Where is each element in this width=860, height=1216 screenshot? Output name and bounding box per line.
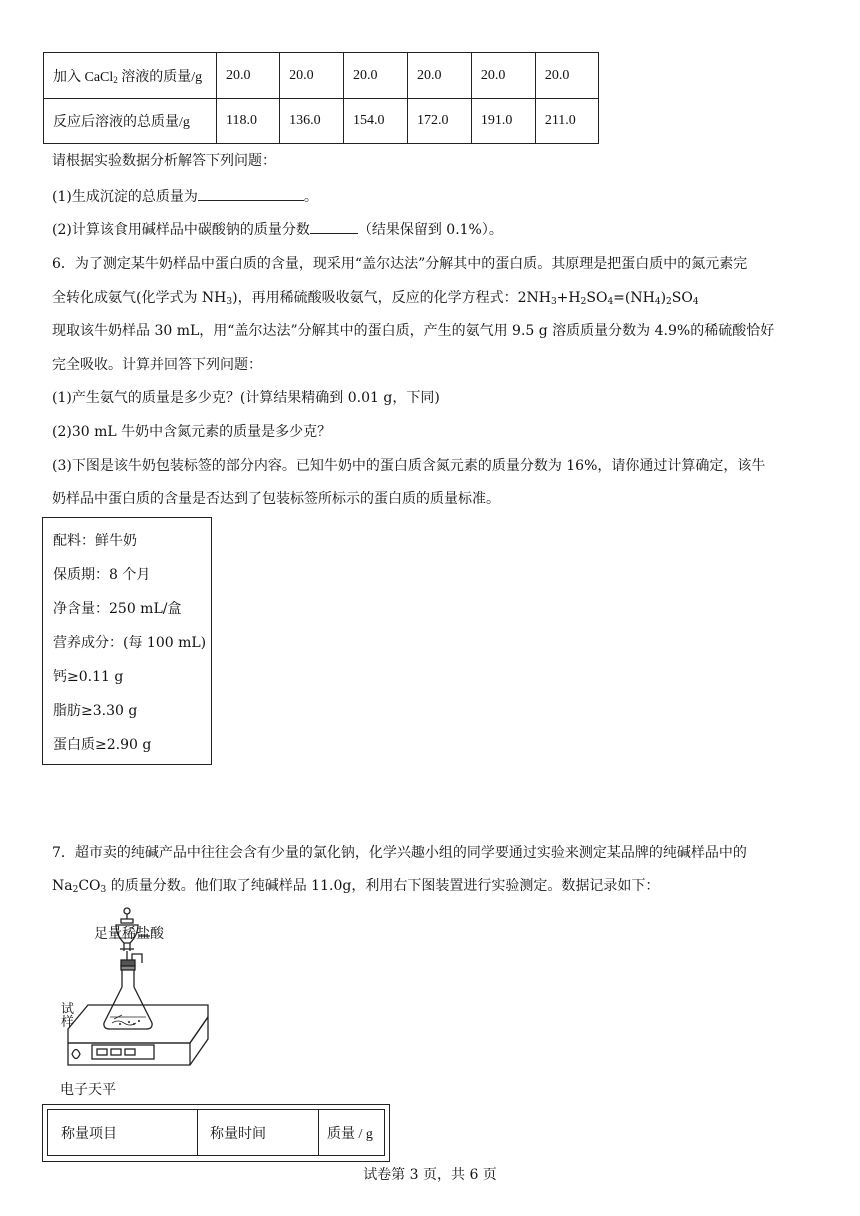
table-cell: 191.0: [471, 99, 535, 144]
header-time: 称量时间: [198, 1110, 319, 1156]
row-label: 反应后溶液的总质量/g: [44, 99, 217, 144]
label-protein: 蛋白质≥2.90 g: [53, 737, 152, 753]
table-cell: 20.0: [280, 53, 344, 99]
q6-stem-line4: 完全吸收。计算并回答下列问题：: [52, 357, 262, 373]
label-shelf-life: 保质期：8 个月: [53, 567, 151, 583]
header-mass: 质量 / g: [319, 1110, 385, 1156]
label-ingredients: 配料：鲜牛奶: [53, 533, 137, 549]
milk-package-label: [42, 517, 212, 765]
table-cell: 172.0: [407, 99, 471, 144]
q7-table-frame: [42, 1104, 390, 1162]
q6-sub2: (2)30 mL 牛奶中含氮元素的质量是多少克？: [52, 424, 332, 440]
label-fat: 脂肪≥3.30 g: [53, 703, 138, 719]
apparatus-figure: [58, 905, 238, 1097]
label-nutrition-header: 营养成分：(每 100 mL): [53, 635, 207, 651]
label-calcium: 钙≥0.11 g: [53, 669, 124, 685]
table-cell: 136.0: [280, 99, 344, 144]
table-row: [44, 99, 599, 144]
table-cell: 20.0: [344, 53, 408, 99]
balance-label: 电子天平: [60, 1082, 116, 1098]
data-table-cacl2: [43, 52, 599, 144]
sample-label-1: 试: [61, 1002, 75, 1017]
sample-label-2: 样: [61, 1015, 75, 1030]
table-header-row: [48, 1110, 385, 1156]
table-row: [44, 53, 599, 99]
acid-label: 足量稀盐酸: [94, 926, 164, 942]
table-cell: 20.0: [471, 53, 535, 99]
q6-stem-line1: 6．为了测定某牛奶样品中蛋白质的含量，现采用“盖尔达法”分解其中的蛋白质。其原理是把蛋白质中的氮元素完: [52, 256, 748, 272]
table-cell: 118.0: [217, 99, 280, 144]
table-cell: 211.0: [535, 99, 598, 144]
q6-sub3-line1: (3)下图是该牛奶包装标签的部分内容。已知牛奶中的蛋白质含氮元素的质量分数为 16%，请你通过计算确定，该牛: [52, 458, 766, 474]
table-cell: 20.0: [217, 53, 280, 99]
q6-stem-line2: 全转化成氨气(化学式为 $NH_3$)，再用稀硫酸吸收氨气，反应的化学方程式：$2NH_3+H_2SO_4=(NH_4)_2SO_4$: [52, 290, 699, 307]
row-label: 加入 CaCl$_2$ 溶液的质量/g: [44, 53, 217, 99]
table-cell: 20.0: [407, 53, 471, 99]
table-cell: 154.0: [344, 99, 408, 144]
q5-intro: 请根据实验数据分析解答下列问题：: [52, 153, 276, 169]
q6-stem-line3: 现取该牛奶样品 30 mL，用“盖尔达法”分解其中的蛋白质，产生的氨气用 9.5 g 溶质质量分数为 4.9%的稀硫酸恰好: [52, 323, 775, 339]
q7-stem-line2: $Na_2CO_3$ 的质量分数。他们取了纯碱样品 11.0g，利用右下图装置进行实验测定。数据记录如下：: [52, 878, 660, 895]
header-item: 称量项目: [48, 1110, 198, 1156]
answer-blank[interactable]: [310, 219, 358, 234]
answer-blank[interactable]: [198, 186, 304, 201]
page-footer: 试卷第 3 页，共 6 页: [363, 1167, 497, 1183]
q6-sub3-line2: 奶样品中蛋白质的含量是否达到了包装标签所标示的蛋白质的质量标准。: [52, 491, 500, 507]
q7-data-table: [47, 1109, 385, 1156]
q6-sub1: (1)产生氨气的质量是多少克？(计算结果精确到 0.01 g，下同): [52, 390, 440, 406]
q5-part1: (1)生成沉淀的总质量为 。: [52, 186, 318, 207]
table-cell: 20.0: [535, 53, 598, 99]
q7-stem-line1: 7．超市卖的纯碱产品中往往会含有少量的氯化钠，化学兴趣小组的同学要通过实验来测定某品牌的纯碱样品中的: [52, 845, 747, 861]
label-net-content: 净含量：250 mL/盒: [53, 601, 182, 617]
q5-part2: (2)计算该食用碱样品中碳酸钠的质量分数 （结果保留到 0.1%）。: [52, 219, 503, 240]
